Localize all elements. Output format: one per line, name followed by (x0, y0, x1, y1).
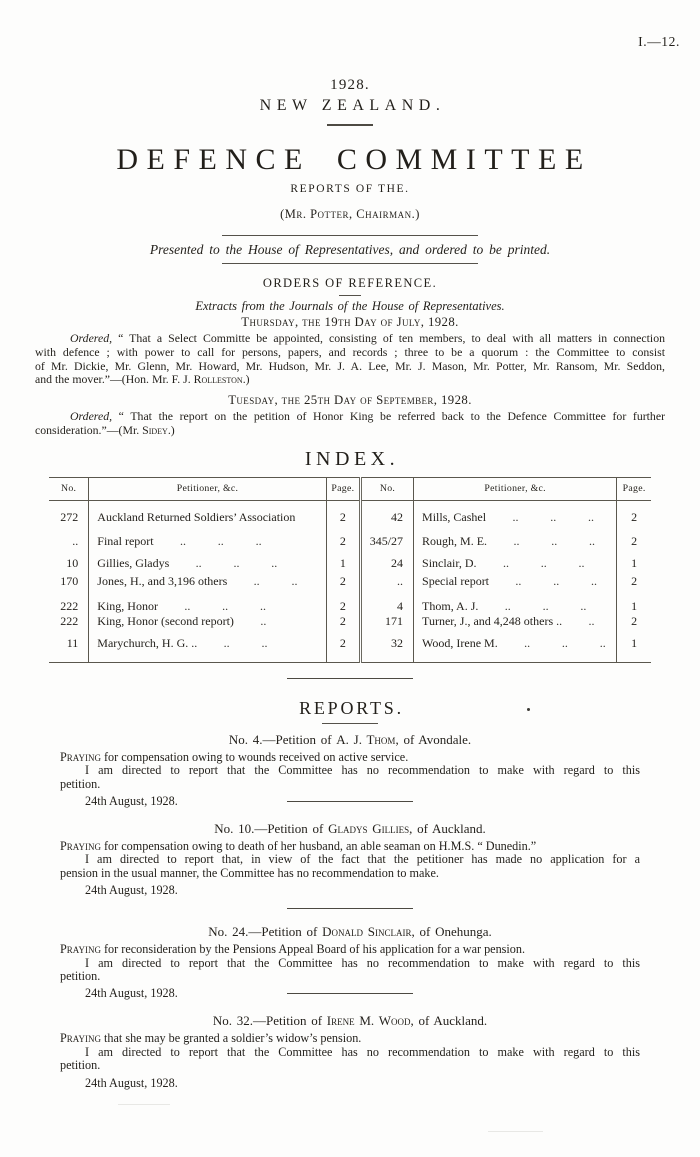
line-text: for reconsideration by the Pensions Appeal Board of his application for a war pension. (100, 942, 526, 957)
cell-no: 42 (360, 500, 413, 525)
body-line: I am directed to report that the Committee has no recommendation to make with regard to this (85, 956, 640, 970)
body-line: petition. (60, 1058, 101, 1073)
petitioner-name: Wood, Irene M. (422, 635, 498, 650)
petitioner-name: Thom, A. J. (422, 598, 479, 613)
report-item (60, 1013, 640, 1089)
petitioner-name: Auckland Returned Soldiers’ Association (97, 509, 296, 524)
line-text: .) (242, 373, 250, 387)
leader-dots: .. .. (253, 574, 298, 588)
body-line: petition. (60, 776, 101, 791)
section-divider (287, 801, 413, 802)
body-line: I am directed to report that the Committee has no recommendation to make with regard to this (85, 764, 640, 778)
masthead-year: 1928. (330, 77, 370, 93)
line-text: .) (167, 423, 175, 437)
scan-artifact (118, 1104, 170, 1105)
praying-word: Praying (60, 942, 101, 957)
petitioner-name: Irene M. Wood (326, 1013, 411, 1029)
page-title: DEFENCE COMMITTEE (116, 143, 592, 176)
cell-no: 10 (66, 555, 79, 570)
divider-rule (222, 263, 478, 264)
report-heading (60, 924, 640, 940)
cell-no: 32 (360, 629, 413, 663)
section-divider (287, 993, 413, 994)
cell-page: 2 (326, 614, 360, 629)
praying-word: Praying (60, 1031, 101, 1046)
heading-text: , of Avondale. (395, 731, 472, 747)
paragraph-line: with defence ; with power to call for persons, papers, and records ; three to be a quorum : the Committee to consist (35, 345, 665, 359)
col-header-petitioner: Petitioner, &c. (89, 477, 326, 500)
cell-no: .. (360, 571, 413, 589)
cell-petitioner (414, 629, 617, 663)
col-header-page: Page. (617, 477, 651, 500)
petitioner-name: Gillies, Gladys (97, 555, 170, 570)
report-date: 24th August, 1928. (85, 986, 178, 1001)
ordered-word: Ordered, (70, 410, 113, 424)
table-row (49, 549, 651, 571)
leader-dots: .. .. .. (513, 534, 596, 548)
cell-petitioner (89, 629, 326, 663)
table-row (49, 525, 651, 549)
leader-dots: .. .. .. (504, 599, 587, 613)
page-subtitle: REPORTS OF THE. (290, 183, 410, 195)
paragraph-line (35, 373, 665, 387)
masthead-country: NEW ZEALAND. (259, 97, 446, 114)
petitioner-name: Final report (97, 533, 154, 548)
section-divider (287, 678, 413, 679)
member-name: Sidey (142, 423, 168, 437)
sitting-date-september: Tuesday, the 25th Day of September, 1928. (228, 393, 472, 408)
line-text: “ That the report on the petition of Honor King be referred back to the Defence Committee for further (112, 410, 665, 424)
ordered-word: Ordered, (70, 332, 113, 345)
table-row (49, 614, 651, 629)
cell-petitioner (414, 549, 617, 571)
extracts-line: Extracts from the Journals of the House of Representatives. (195, 299, 505, 313)
cell-page: 2 (617, 500, 651, 525)
report-item (60, 821, 640, 909)
reports-section (60, 732, 640, 1090)
cell-no: 272 (60, 509, 79, 524)
reports-heading: REPORTS. (299, 697, 404, 718)
line-text: for compensation owing to death of her husband, an able seaman on H.M.S. “ Dunedin.” (100, 839, 537, 853)
cell-page: 1 (617, 549, 651, 571)
table-header-row (49, 477, 651, 500)
leader-dots: .. .. .. (180, 534, 262, 548)
petitioner-name: Turner, J., and 4,248 others .. (422, 613, 563, 628)
cell-no: 222 (60, 613, 79, 628)
leader-dots: .. .. .. (195, 556, 278, 570)
leader-dots (295, 511, 321, 524)
petitioner-name: Jones, H., and 3,196 others (97, 573, 228, 588)
report-item (60, 732, 640, 808)
petitioner-name: Donald Sinclair (322, 924, 412, 940)
divider-rule (222, 235, 478, 236)
table-row (49, 500, 651, 525)
cell-page: 2 (617, 614, 651, 629)
heading-text: No. 24.—Petition of (208, 924, 323, 940)
praying-line (60, 840, 640, 853)
cell-page: 1 (617, 589, 651, 614)
petitioner-name: Sinclair, D. (422, 555, 477, 570)
body-line: I am directed to report that, in view of the fact that the petitioner has made no application for a (85, 853, 640, 867)
cell-petitioner (89, 614, 326, 629)
heading-text: , of Auckland. (410, 1013, 488, 1029)
report-item (60, 924, 640, 1000)
praying-word: Praying (60, 839, 101, 853)
document-number: I.—12. (638, 34, 680, 49)
cell-page: 2 (326, 525, 360, 549)
report-heading (60, 821, 640, 837)
cell-no: 222 (60, 598, 79, 613)
body-line: petition. (60, 969, 101, 984)
col-header-page: Page. (326, 477, 360, 500)
ink-speck (527, 708, 530, 711)
leader-dots: .. .. .. (502, 556, 585, 570)
leader-dots: .. .. .. (524, 636, 606, 650)
cell-page: 2 (326, 500, 360, 525)
col-header-petitioner: Petitioner, &c. (414, 477, 617, 500)
petitioner-name: King, Honor (97, 598, 158, 613)
body-line: pension in the usual manner, the Committee has no recommendation to make. (60, 865, 439, 880)
member-name: Rolleston (193, 373, 243, 387)
cell-petitioner (89, 525, 326, 549)
leader-dots: .. (588, 614, 595, 628)
petitioner-name: Mills, Cashel (422, 509, 487, 524)
col-header-no: No. (360, 477, 413, 500)
heading-text: , of Auckland. (409, 821, 486, 836)
cell-no: .. (72, 533, 79, 548)
cell-no: 24 (360, 549, 413, 571)
cell-no: 11 (66, 635, 79, 650)
report-heading (60, 732, 640, 748)
table-row (49, 589, 651, 614)
cell-petitioner (414, 614, 617, 629)
petitioner-name: Gladys Gillies (328, 821, 410, 836)
line-text: “ That a Select Committe be appointed, consisting of ten members, to deal with all matters in connection (112, 332, 665, 345)
cell-page: 2 (326, 589, 360, 614)
petitioner-name: Rough, M. E. (422, 533, 488, 548)
date-line (60, 986, 640, 1000)
report-heading (60, 1013, 640, 1029)
heading-rule (322, 723, 378, 724)
leader-dots: .. .. .. (512, 510, 595, 524)
report-date: 24th August, 1928. (85, 1075, 178, 1090)
petitioner-name: Marychurch, H. G. .. (97, 635, 198, 650)
sitting-date-july: Thursday, the 19th Day of July, 1928. (241, 315, 459, 329)
body-line: I am directed to report that the Committee has no recommendation to make with regard to this (85, 1045, 640, 1059)
cell-petitioner (89, 500, 326, 525)
leader-dots: .. .. .. (184, 599, 266, 613)
chairman-line: (Mr. Potter, Chairman.) (280, 207, 420, 221)
cell-petitioner (414, 589, 617, 614)
section-divider (287, 908, 413, 909)
date-line (60, 883, 640, 897)
cell-page: 2 (617, 525, 651, 549)
praying-line (60, 751, 640, 764)
cell-petitioner (89, 549, 326, 571)
cell-petitioner (414, 571, 617, 589)
report-date: 24th August, 1928. (85, 794, 178, 808)
petitioner-name: King, Honor (second report) (97, 613, 234, 628)
cell-page: 2 (326, 629, 360, 663)
presented-line: Presented to the House of Representatives, and ordered to be printed. (149, 242, 551, 257)
ordered-paragraph-1 (35, 332, 665, 387)
col-header-no: No. (49, 477, 89, 500)
leader-dots: .. .. (223, 636, 268, 650)
line-text: consideration.”—(Mr. (35, 423, 143, 437)
table-row (49, 571, 651, 589)
cell-page: 1 (326, 549, 360, 571)
heading-text: No. 32.—Petition of (212, 1013, 327, 1029)
paragraph-line: of Mr. Dickie, Mr. Glenn, Mr. Howard, Mr. Hudson, Mr. J. A. Lee, Mr. J. Mason, Mr. Potter, Mr. Ransom, Mr. Seddon, (35, 359, 665, 373)
cell-page: 1 (617, 629, 651, 663)
heading-rule (339, 295, 361, 296)
praying-word: Praying (60, 749, 101, 764)
paragraph-line (35, 332, 665, 346)
scan-artifact (488, 1131, 543, 1132)
heading-text: No. 4.—Petition of (228, 731, 337, 747)
index-table (49, 477, 651, 663)
heading-text: , of Onehunga. (411, 924, 492, 940)
praying-line (60, 1032, 640, 1045)
paragraph-line (35, 410, 665, 424)
cell-no: 4 (360, 589, 413, 614)
cell-petitioner (89, 571, 326, 589)
date-line (60, 1076, 640, 1090)
cell-no: 345/27 (360, 525, 413, 549)
cell-no: 171 (360, 614, 413, 629)
cell-page: 2 (617, 571, 651, 589)
leader-dots: .. (260, 614, 267, 628)
heading-text: No. 10.—Petition of (214, 821, 329, 836)
line-text: that she may be granted a soldier’s widow’s pension. (100, 1031, 362, 1046)
paragraph-line (35, 424, 665, 438)
line-text: for compensation owing to wounds received on active service. (100, 749, 409, 764)
line-text: and the mover.”—(Hon. Mr. F. J. (35, 373, 194, 387)
report-date: 24th August, 1928. (85, 883, 178, 898)
ordered-paragraph-2 (35, 410, 665, 438)
cell-petitioner (89, 589, 326, 614)
cell-no: 170 (60, 573, 79, 588)
cell-page: 2 (326, 571, 360, 589)
cell-petitioner (414, 500, 617, 525)
praying-line (60, 943, 640, 956)
index-heading: INDEX. (304, 447, 400, 470)
date-line (60, 794, 640, 808)
masthead-rule (327, 124, 373, 126)
cell-petitioner (414, 525, 617, 549)
orders-of-reference-heading: ORDERS OF REFERENCE. (262, 276, 438, 290)
leader-dots: .. .. .. (515, 574, 598, 588)
table-row (49, 629, 651, 663)
petitioner-name: Special report (422, 573, 490, 588)
petitioner-name: A. J. Thom (336, 731, 396, 747)
